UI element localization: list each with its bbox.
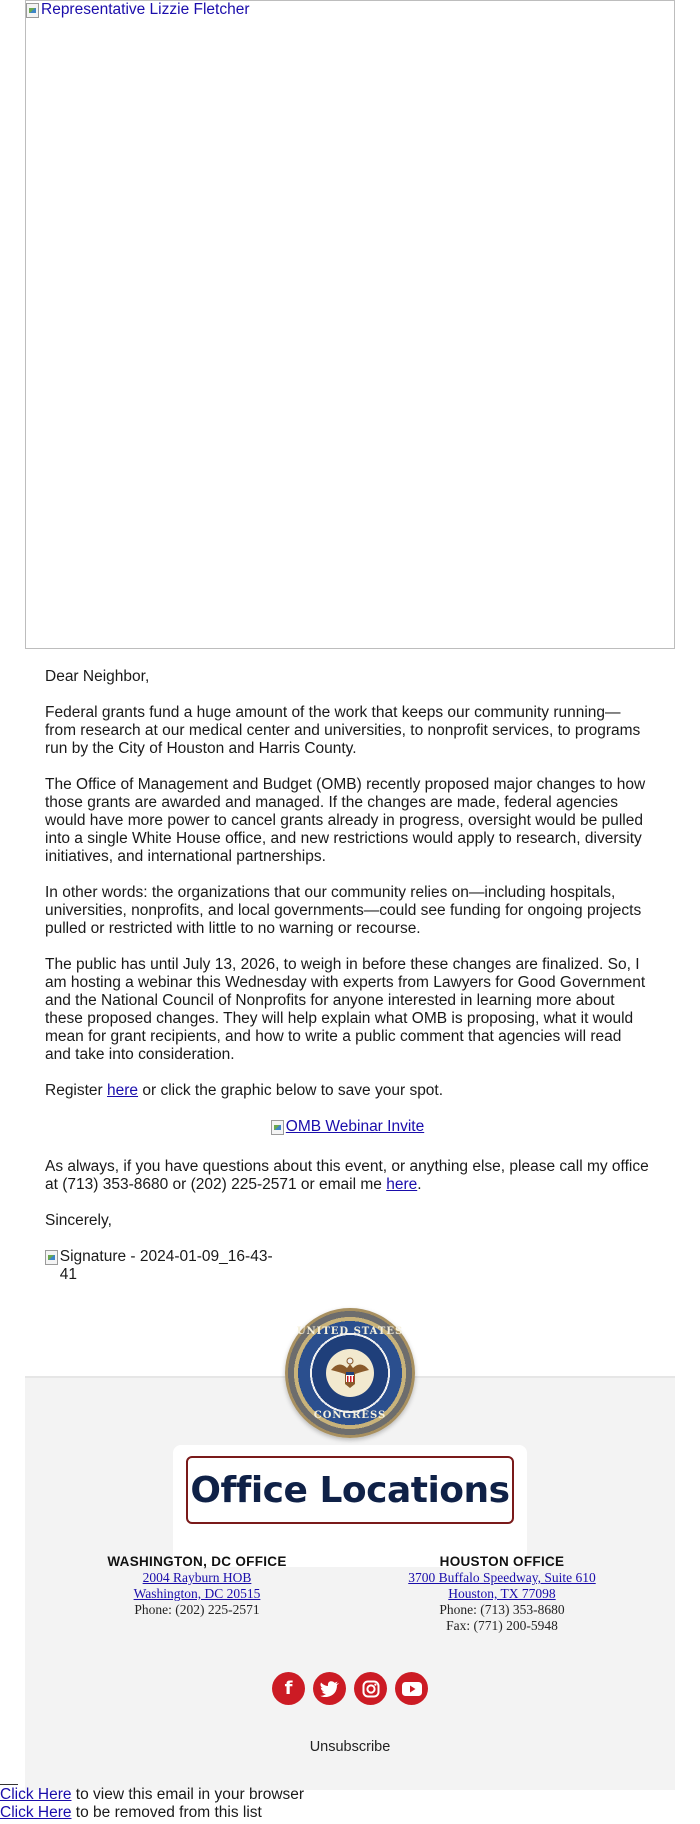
houston-office-name: HOUSTON OFFICE	[439, 1554, 565, 1569]
header-image[interactable]	[25, 0, 675, 649]
broken-image-icon	[271, 1120, 284, 1135]
houston-phone: Phone: (713) 353-8680	[439, 1602, 565, 1617]
dc-address-line-2[interactable]: Washington, DC 20515	[133, 1586, 261, 1601]
office-locations-banner	[173, 1445, 527, 1567]
dc-phone: Phone: (202) 225-2571	[134, 1602, 260, 1617]
twitter-icon[interactable]	[313, 1672, 346, 1705]
dc-address-line-1[interactable]: 2004 Rayburn HOB	[142, 1570, 252, 1585]
youtube-icon[interactable]	[395, 1672, 428, 1705]
signature-image: Signature - 2024-01-09_16-43-41	[45, 1248, 285, 1284]
greeting: Dear Neighbor,	[45, 668, 150, 685]
houston-office	[362, 1554, 642, 1634]
houston-fax: Fax: (771) 200-5948	[446, 1618, 558, 1633]
email-link[interactable]: here	[386, 1176, 418, 1193]
dc-office	[57, 1554, 337, 1618]
paragraph-3: In other words: the organizations that our community relies on—including hospitals, universities, nonprofits, and local governments—could see funding for ongoing projects pulled or restricted with little to no warning or recourse.	[45, 884, 642, 937]
paragraph-2: The Office of Management and Budget (OMB) recently proposed major changes to how those grants are awarded and managed. If the changes are made, federal agencies would have more power to cancel grants already in progress, oversight would be pulled into a single White House office, and new restrictions would apply to research, diversity initiatives, and international partnerships.	[45, 776, 646, 865]
signoff: Sincerely,	[45, 1212, 112, 1229]
header-image-alt[interactable]: Representative Lizzie Fletcher	[26, 1, 250, 19]
congress-seal	[285, 1308, 415, 1438]
seal-top-text: UNITED STATES	[296, 1326, 404, 1337]
webinar-invite-link[interactable]: OMB Webinar Invite	[285, 1118, 425, 1135]
unsubscribe-link[interactable]: Unsubscribe	[309, 1739, 391, 1755]
twitter-bird-icon	[320, 1681, 340, 1697]
broken-image-icon	[26, 3, 39, 18]
webinar-invite-image[interactable]	[45, 1118, 650, 1140]
broken-image-icon	[45, 1250, 58, 1265]
closing-line: As always, if you have questions about this event, or anything else, please call my office at (713) 353-8680 or (202) 225-2571 or email me here.	[45, 1158, 649, 1193]
houston-address-line-2[interactable]: Houston, TX 77098	[448, 1586, 556, 1601]
office-locations-heading: Office Locations	[190, 1469, 510, 1511]
paragraph-1: Federal grants fund a huge amount of the work that keeps our community running—from research at our medical center and universities, to nonprofit services, to programs run by the City of Houston and Harris County.	[45, 704, 641, 757]
register-link[interactable]: here	[107, 1082, 139, 1099]
social-links	[272, 1672, 428, 1705]
houston-address-line-1[interactable]: 3700 Buffalo Speedway, Suite 610	[408, 1570, 596, 1585]
letter-body	[45, 668, 650, 1284]
register-line: Register here or click the graphic below to save your spot.	[45, 1082, 444, 1099]
dc-office-name: WASHINGTON, DC OFFICE	[107, 1554, 287, 1569]
eagle-icon	[325, 1348, 375, 1398]
remove-from-list-link[interactable]: Click Here	[0, 1804, 72, 1821]
view-in-browser-link[interactable]: Click Here	[0, 1786, 72, 1803]
youtube-play-icon	[402, 1682, 422, 1696]
instagram-camera-icon	[362, 1680, 380, 1698]
facebook-icon[interactable]: f	[272, 1672, 305, 1705]
divider	[0, 1784, 18, 1785]
bottom-links: Click Here to view this email in your browser Click Here to be removed from this list	[0, 1786, 305, 1821]
seal-bottom-text: CONGRESS	[313, 1410, 387, 1421]
instagram-icon[interactable]	[354, 1672, 387, 1705]
paragraph-4: The public has until July 13, 2026, to weigh in before these changes are finalized. So, I am hosting a webinar this Wednesday with experts from Lawyers for Good Government and the National Council of Nonprofits for anyone interested in learning more about these proposed changes. They will help explain what OMB is proposing, what it would mean for grant recipients, and how to write a public comment that agencies will read and take into consideration.	[45, 956, 646, 1063]
